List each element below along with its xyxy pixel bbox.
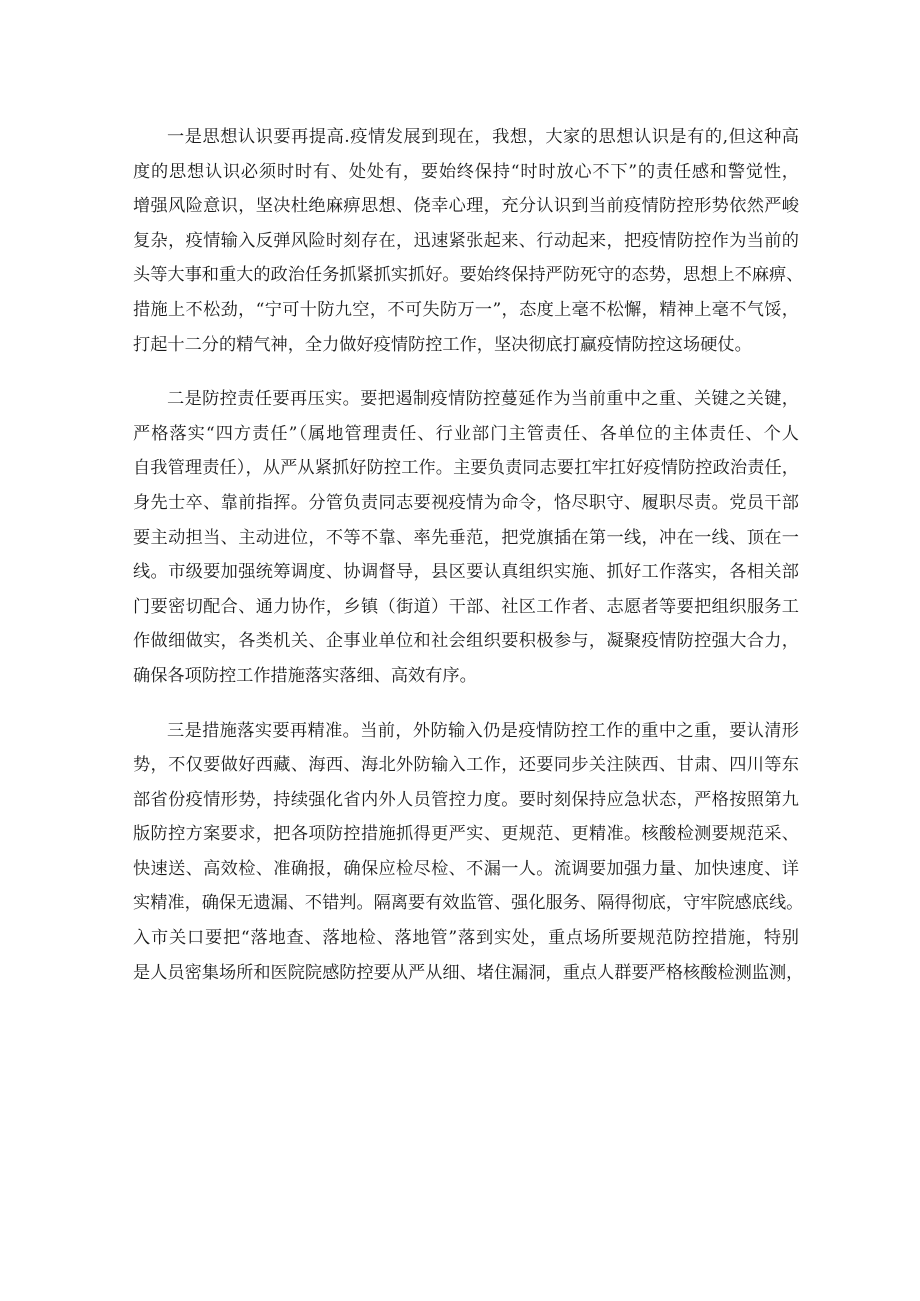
paragraph-line: 严格落实“四方责任”（属地管理责任、行业部门主管责任、各单位的主体责任、个人: [133, 423, 799, 444]
paragraph-line: 三是措施落实要再精准。当前，外防输入仍是疫情防控工作的重中之重，要认清形: [167, 720, 799, 741]
paragraph-2: [133, 382, 799, 693]
paragraph-line: 势，不仅要做好西藏、海西、海北外防输入工作，还要同步关注陕西、甘肃、四川等东: [133, 755, 799, 776]
paragraph-line: 一是思想认识要再提高.疫情发展到现在，我想，大家的思想认识是有的,但这种高: [167, 127, 799, 147]
paragraph-line: 二是防控责任要再压实。要把遏制疫情防控蔓延作为当前重中之重、关键之关键，: [167, 389, 799, 410]
paragraph-1: [133, 120, 804, 362]
paragraph-line: 版防控方案要求，把各项防控措施抓得更严实、更规范、更精准。核酸检测要规范采、: [133, 824, 799, 845]
paragraph-line: 门要密切配合、通力协作，乡镇（街道）干部、社区工作者、志愿者等要把组织服务工: [133, 596, 799, 617]
paragraph-line: 身先士卒、靠前指挥。分管负责同志要视疫情为命令，恪尽职守、履职尽责。党员干部: [133, 492, 799, 513]
paragraph-line: 打起十二分的精气神，全力做好疫情防控工作，坚决彻底打赢疫情防控这场硬仗。: [133, 334, 752, 355]
paragraph-line: 度的思想认识必须时时有、处处有，要始终保持“时时放心不下”的责任感和警觉性，: [133, 161, 799, 182]
paragraph-line: 增强风险意识，坚决杜绝麻痹思想、侥幸心理，充分认识到当前疫情防控形势依然严峻: [133, 196, 799, 217]
document-body: [133, 120, 804, 1010]
paragraph-line: 措施上不松劲，“宁可十防九空，不可失防万一”，态度上毫不松懈，精神上毫不气馁，: [133, 299, 799, 320]
paragraph-line: 入市关口要把“落地查、落地检、落地管”落到实处，重点场所要规范防控措施，特别: [133, 928, 799, 949]
paragraph-line: 部省份疫情形势，持续强化省内外人员管控力度。要时刻保持应急状态，严格按照第九: [133, 789, 799, 810]
paragraph-line: 确保各项防控工作措施落实落细、高效有序。: [133, 665, 477, 686]
paragraph-line: 作做细做实，各类机关、企事业单位和社会组织要积极参与，凝聚疫情防控强大合力，: [133, 631, 799, 652]
paragraph-line: 自我管理责任），从严从紧抓好防控工作。主要负责同志要扛牢扛好疫情防控政治责任，: [133, 458, 799, 479]
paragraph-line: 头等大事和重大的政治任务抓紧抓实抓好。要始终保持严防死守的态势，思想上不麻痹、: [133, 265, 804, 286]
paragraph-line: 是人员密集场所和医院院感防控要从严从细、堵住漏洞，重点人群要严格核酸检测监测，: [133, 962, 804, 983]
paragraph-line: 快速送、高效检、准确报，确保应检尽检、不漏一人。流调要加强力量、加快速度、详: [133, 858, 799, 879]
paragraph-line: 复杂，疫情输入反弹风险时刻存在，迅速紧张起来、行动起来，把疫情防控作为当前的: [133, 230, 799, 251]
paragraph-line: 要主动担当、主动进位，不等不靠、率先垂范，把党旗插在第一线，冲在一线、顶在一: [133, 527, 799, 548]
paragraph-3: [133, 714, 804, 991]
paragraph-line: 实精准，确保无遗漏、不错判。隔离要有效监管、强化服务、隔得彻底，守牢院感底线。: [133, 893, 804, 914]
paragraph-line: 线。市级要加强统筹调度、协调督导，县区要认真组织实施、抓好工作落实，各相关部: [133, 562, 799, 583]
